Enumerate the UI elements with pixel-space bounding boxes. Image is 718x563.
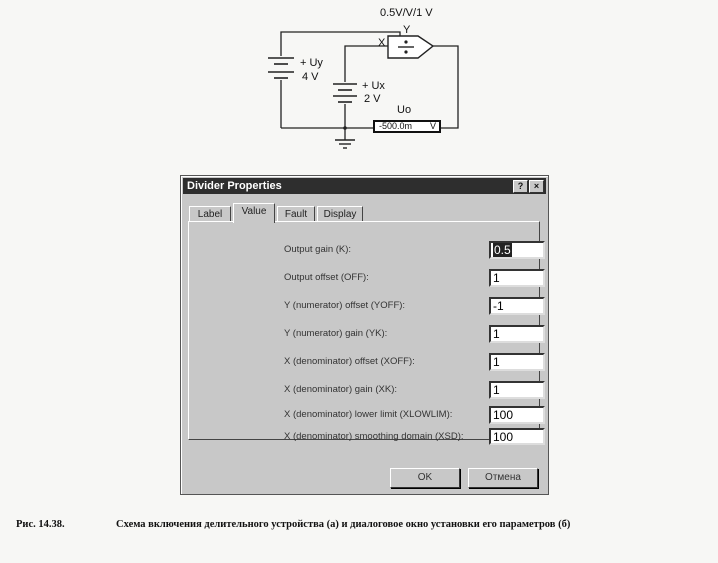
ok-button[interactable]: OK: [390, 468, 460, 488]
wire-output: [433, 46, 458, 128]
junction-dot: [343, 126, 347, 130]
close-button[interactable]: ×: [529, 180, 544, 193]
field-label: Y (numerator) gain (YK):: [284, 328, 388, 339]
field-label: Output gain (K):: [284, 244, 352, 255]
meter-name: Uo: [397, 104, 412, 116]
x-offset-input[interactable]: 1: [489, 353, 545, 371]
pin-y-label: Y: [403, 24, 411, 36]
title-bar[interactable]: [183, 178, 546, 194]
source-ux-value: 2 V: [364, 93, 381, 105]
divider-properties-dialog: [180, 175, 549, 495]
field-label: Output offset (OFF):: [284, 272, 369, 283]
y-offset-input[interactable]: -1: [489, 297, 545, 315]
ground-icon: [335, 140, 355, 148]
source-uy-name: + Uy: [300, 57, 323, 69]
field-label: X (denominator) smoothing domain (XSD):: [284, 431, 464, 442]
value-panel: [188, 221, 540, 444]
help-button[interactable]: ?: [513, 180, 528, 193]
x-lower-limit-input[interactable]: 100: [489, 406, 545, 424]
tab-label[interactable]: Label: [189, 206, 231, 222]
figure-caption-text: Схема включения делительного устройства (а) и диалоговое окно установки его параметров (б): [116, 519, 571, 530]
pin-x-label: X: [378, 37, 386, 49]
field-label: Y (numerator) offset (YOFF):: [284, 300, 406, 311]
y-gain-input[interactable]: 1: [489, 325, 545, 343]
divider-block-icon: [388, 36, 433, 58]
figure-number: Рис. 14.38.: [16, 519, 65, 530]
source-ux-name: + Ux: [362, 80, 385, 92]
meter-value: -500.0m: [379, 121, 413, 131]
output-gain-input[interactable]: [489, 241, 545, 259]
source-uy-value: 4 V: [302, 71, 319, 83]
meter-unit: V: [429, 121, 436, 131]
cancel-button[interactable]: Отмена: [468, 468, 538, 488]
circuit-diagram: [0, 0, 718, 170]
field-label: X (denominator) gain (XK):: [284, 384, 397, 395]
battery-ux-icon: [333, 84, 357, 102]
divider-label: 0.5V/V/1 V: [380, 7, 433, 19]
voltmeter-display: [373, 120, 441, 133]
x-gain-input[interactable]: 1: [489, 381, 545, 399]
output-offset-input[interactable]: 1: [489, 269, 545, 287]
tab-display[interactable]: Display: [317, 206, 363, 222]
field-label: X (denominator) offset (XOFF):: [284, 356, 415, 367]
x-smoothing-domain-input[interactable]: 100: [489, 428, 545, 445]
field-value: 0.5: [494, 243, 511, 257]
tab-fault[interactable]: Fault: [277, 206, 315, 222]
dialog-title: Divider Properties: [187, 180, 282, 192]
battery-uy-icon: [268, 58, 294, 78]
wire-x-input: [345, 46, 388, 82]
field-label: X (denominator) lower limit (XLOWLIM):: [284, 409, 453, 420]
tab-value[interactable]: Value: [233, 203, 275, 223]
